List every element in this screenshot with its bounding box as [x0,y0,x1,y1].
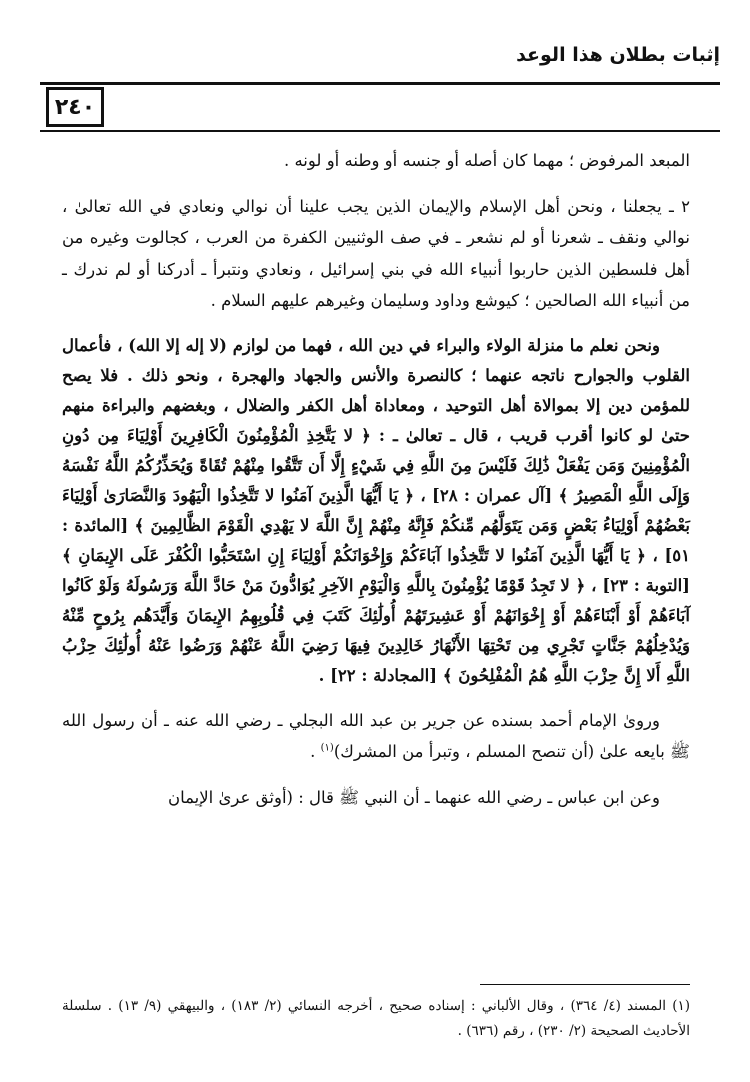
footnote-marker: (١) [320,742,334,754]
body-text [62,145,690,827]
paragraph-5: وعن ابن عباس ـ رضي الله عنهما ـ أن النبي ﷺ قال : (أوثق عرىٰ الإيمان [168,787,660,807]
page-number: ٢٤٠ [46,87,104,127]
paragraph-2: ٢ ـ يجعلنا ، ونحن أهل الإسلام والإيمان الذين يجب علينا أن نوالي ونعادي في الله تعالىٰ ، نوالي ونقف ـ شعرنا أو لم نشعر ـ في صف الوثنيين الكفرة من العرب ، كجالوت وغيره من أهل فلسطين الذين حاربوا أنبياء الله في بني إسرائيل ، ونعادي ونتبرأ ـ أدركنا أو لم ندرك ـ من أنبياء الله الصالحين ؛ كيوشع وداود وسليمان وغيرهم عليهم السلام . [62,196,690,310]
paragraph-4: وروىٰ الإمام أحمد بسنده عن جرير بن عبد الله البجلي ـ رضي الله عنه ـ أن رسول الله ﷺ بايعه علىٰ (أن تنصح المسلم ، وتبرأ من المشرك)$^{(١)}$ . [62,710,690,761]
footnote-rule [480,984,690,985]
footnote-1: (١) المسند (٤/ ٣٦٤) ، وقال الألباني : إسناده صحيح ، أخرجه النسائي (٢/ ١٨٣) ، والبيهقي (٩/ ١٣) . سلسلة الأحاديث الصحيحة (٢/ ٢٣٠) ، رقم (٦٣٦) . [62,998,691,1039]
footnotes [62,994,690,1044]
paragraph-4-text: وروىٰ الإمام أحمد بسنده عن جرير بن عبد الله البجلي ـ رضي الله عنه ـ أن رسول الله ﷺ بايعه علىٰ (أن تنصح المسلم ، وتبرأ من المشرك) [62,710,690,761]
paragraph-3: ونحن نعلم ما منزلة الولاء والبراء في دين الله ، فهما من لوازم (لا إله إلا الله) ، فأعمال القلوب والجوارح ناتجه عنهما ؛ كالنصرة والأنس والجهاد والهجرة ، ونحو ذلك . فلا يصح للمؤمن دين إلا بموالاة أهل التوحيد ، ومعاداة أهل الكفر والضلال ، وبغضهم والبراءة منهم حتىٰ لو كانوا أقرب قريب ، قال ـ تعالىٰ ـ : ﴿ لا يَتَّخِذِ الْمُؤْمِنُونَ الْكَافِرِينَ أَوْلِيَاءَ مِن دُونِ الْمُؤْمِنِينَ وَمَن يَفْعَلْ ذَٰلِكَ فَلَيْسَ مِنَ اللَّهِ فِي شَيْءٍ إِلَّا أَن تَتَّقُوا مِنْهُمْ تُقَاةً وَيُحَذِّرُكُمُ اللَّهُ نَفْسَهُ وَإِلَى اللَّهِ الْمَصِيرُ ﴾ [آل عمران : ٢٨] ، ﴿ يَا أَيُّهَا الَّذِينَ آمَنُوا لا تَتَّخِذُوا الْيَهُودَ وَالنَّصَارَىٰ أَوْلِيَاءَ بَعْضُهُمْ أَوْلِيَاءُ بَعْضٍ وَمَن يَتَوَلَّهُم مِّنكُمْ فَإِنَّهُ مِنْهُمْ إِنَّ اللَّهَ لا يَهْدِي الْقَوْمَ الظَّالِمِينَ ﴾ [المائدة : ٥١] ، ﴿ يَا أَيُّهَا الَّذِينَ آمَنُوا لا تَتَّخِذُوا آبَاءَكُمْ وَإِخْوَانَكُمْ أَوْلِيَاءَ إِنِ اسْتَحَبُّوا الْكُفْرَ عَلَى الإِيمَانِ ﴾ [التوبة : ٢٣] ، ﴿ لا تَجِدُ قَوْمًا يُؤْمِنُونَ بِاللَّهِ وَالْيَوْمِ الآخِرِ يُوَادُّونَ مَنْ حَادَّ اللَّهَ وَرَسُولَهُ وَلَوْ كَانُوا آبَاءَهُمْ أَوْ أَبْنَاءَهُمْ أَوْ إِخْوَانَهُمْ أَوْ عَشِيرَتَهُمْ أُولَٰئِكَ كَتَبَ فِي قُلُوبِهِمُ الإِيمَانَ وَأَيَّدَهُم بِرُوحٍ مِّنْهُ وَيُدْخِلُهُمْ جَنَّاتٍ تَجْرِي مِن تَحْتِهَا الأَنْهَارُ خَالِدِينَ فِيهَا رَضِيَ اللَّهُ عَنْهُمْ وَرَضُوا عَنْهُ أُولَٰئِكَ حِزْبُ اللَّهِ أَلا إِنَّ حِزْبَ اللَّهِ هُمُ الْمُفْلِحُونَ ﴾ [المجادلة : ٢٢] . [62,335,690,685]
header-rule-bottom [40,130,720,132]
paragraph-1: المبعد المرفوض ؛ مهما كان أصله أو جنسه أو وطنه أو لونه . [283,151,690,170]
header-rule-top [40,82,720,85]
running-title: إثبات بطلان هذا الوعد [516,44,720,66]
page-header [40,38,720,120]
